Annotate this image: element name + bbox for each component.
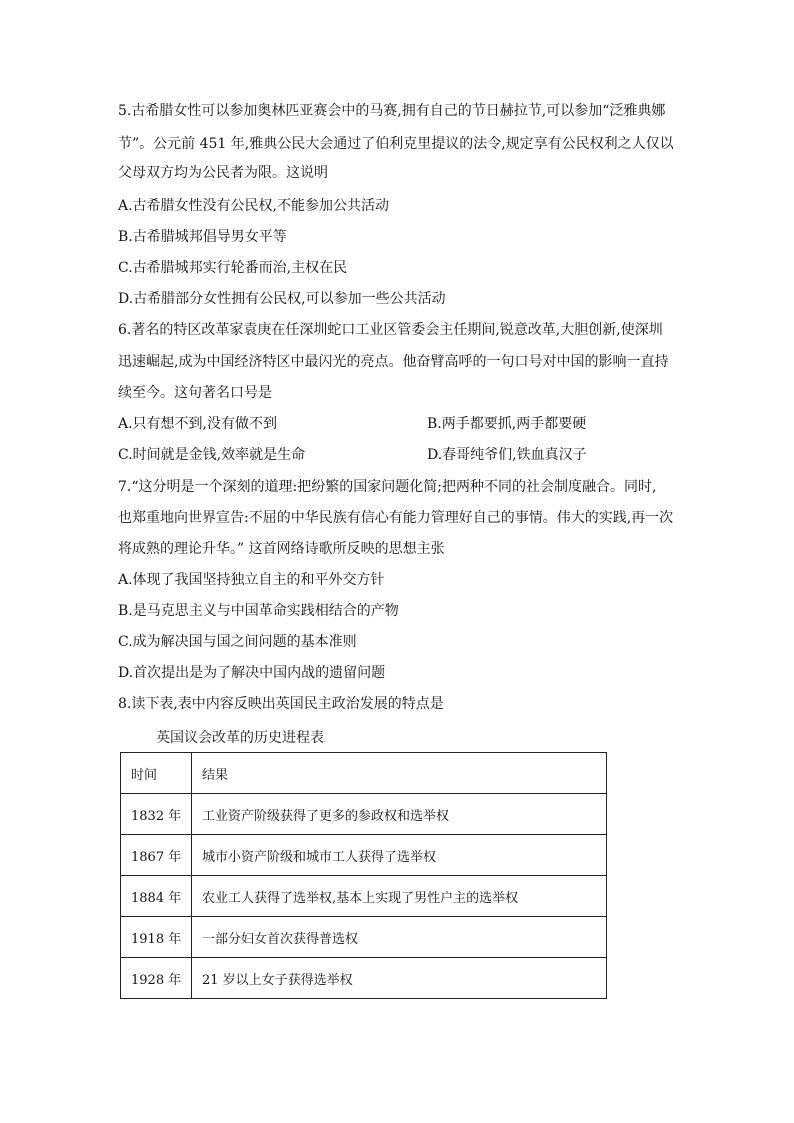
row-result: 城市小资产阶级和城市工人获得了选举权 xyxy=(192,835,607,876)
q6-option-d: D.春哥纯爷们,铁血真汉子 xyxy=(427,447,587,463)
q6-stem-line-2: 迅速崛起,成为中国经济特区中最闪光的亮点。他奋臂高呼的一句口号对中国的影响一直持 xyxy=(118,354,669,370)
q6-option-b: B.两手都要抓,两手都要硬 xyxy=(427,416,587,432)
row-year: 1867 年 xyxy=(121,835,192,876)
row-result: 农业工人获得了选举权,基本上实现了男性户主的选举权 xyxy=(192,876,607,917)
q5-stem-line-1: 5.古希腊女性可以参加奥林匹亚赛会中的马赛,拥有自己的节日赫拉节,可以参加“泛雅典娜 xyxy=(118,103,666,119)
q7-stem-line-2: 也郑重地向世界宣告:不屈的中华民族有信心有能力管理好自己的事情。伟大的实践,再一次 xyxy=(118,510,674,526)
row-year: 1928 年 xyxy=(121,958,192,999)
q6-stem-line-1: 6.著名的特区改革家袁庚在任深圳蛇口工业区管委会主任期间,锐意改革,大胆创新,使深圳 xyxy=(118,322,663,338)
q7-option-c: C.成为解决国与国之间问题的基本准则 xyxy=(118,634,357,650)
table-row xyxy=(121,835,607,876)
q5-stem-line-2: 节”。公元前 451 年,雅典公民大会通过了伯利克里提议的法令,规定享有公民权利之人仅以 xyxy=(118,136,674,152)
row-year: 1832 年 xyxy=(121,794,192,835)
q7-option-b: B.是马克思主义与中国革命实践相结合的产物 xyxy=(118,603,399,619)
table-row xyxy=(121,876,607,917)
q7-option-d: D.首次提出是为了解决中国内战的遗留问题 xyxy=(118,665,386,681)
q5-option-b: B.古希腊城邦倡导男女平等 xyxy=(118,229,287,245)
row-result: 21 岁以上女子获得选举权 xyxy=(192,958,607,999)
table-caption: 英国议会改革的历史进程表 xyxy=(156,730,324,746)
header-time: 时间 xyxy=(121,753,192,794)
q5-option-c: C.古希腊城邦实行轮番而治,主权在民 xyxy=(118,260,348,276)
q5-stem-line-3: 父母双方均为公民者为限。这说明 xyxy=(118,165,328,181)
q7-stem-line-3: 将成熟的理论升华。” 这首网络诗歌所反映的思想主张 xyxy=(118,541,445,557)
row-year: 1918 年 xyxy=(121,917,192,958)
q6-option-c: C.时间就是金钱,效率就是生命 xyxy=(118,447,306,463)
parliament-reform-table xyxy=(120,752,607,999)
q8-stem: 8.读下表,表中内容反映出英国民主政治发展的特点是 xyxy=(118,696,444,712)
row-result: 一部分妇女首次获得普选权 xyxy=(192,917,607,958)
table-row xyxy=(121,917,607,958)
header-result: 结果 xyxy=(192,753,607,794)
q5-option-d: D.古希腊部分女性拥有公民权,可以参加一些公共活动 xyxy=(118,291,446,307)
row-year: 1884 年 xyxy=(121,876,192,917)
q7-stem-line-1: 7.“这分明是一个深刻的道理:把纷繁的国家问题化简;把两种不同的社会制度融合。同时, xyxy=(118,479,657,495)
row-result: 工业资产阶级获得了更多的参政权和选举权 xyxy=(192,794,607,835)
q6-option-a: A.只有想不到,没有做不到 xyxy=(118,416,278,432)
table-row xyxy=(121,958,607,999)
table-row xyxy=(121,794,607,835)
q6-stem-line-3: 续至今。这句著名口号是 xyxy=(118,385,272,401)
table-header-row xyxy=(121,753,607,794)
q7-option-a: A.体现了我国坚持独立自主的和平外交方针 xyxy=(118,572,385,588)
q5-option-a: A.古希腊女性没有公民权,不能参加公共活动 xyxy=(118,198,390,214)
